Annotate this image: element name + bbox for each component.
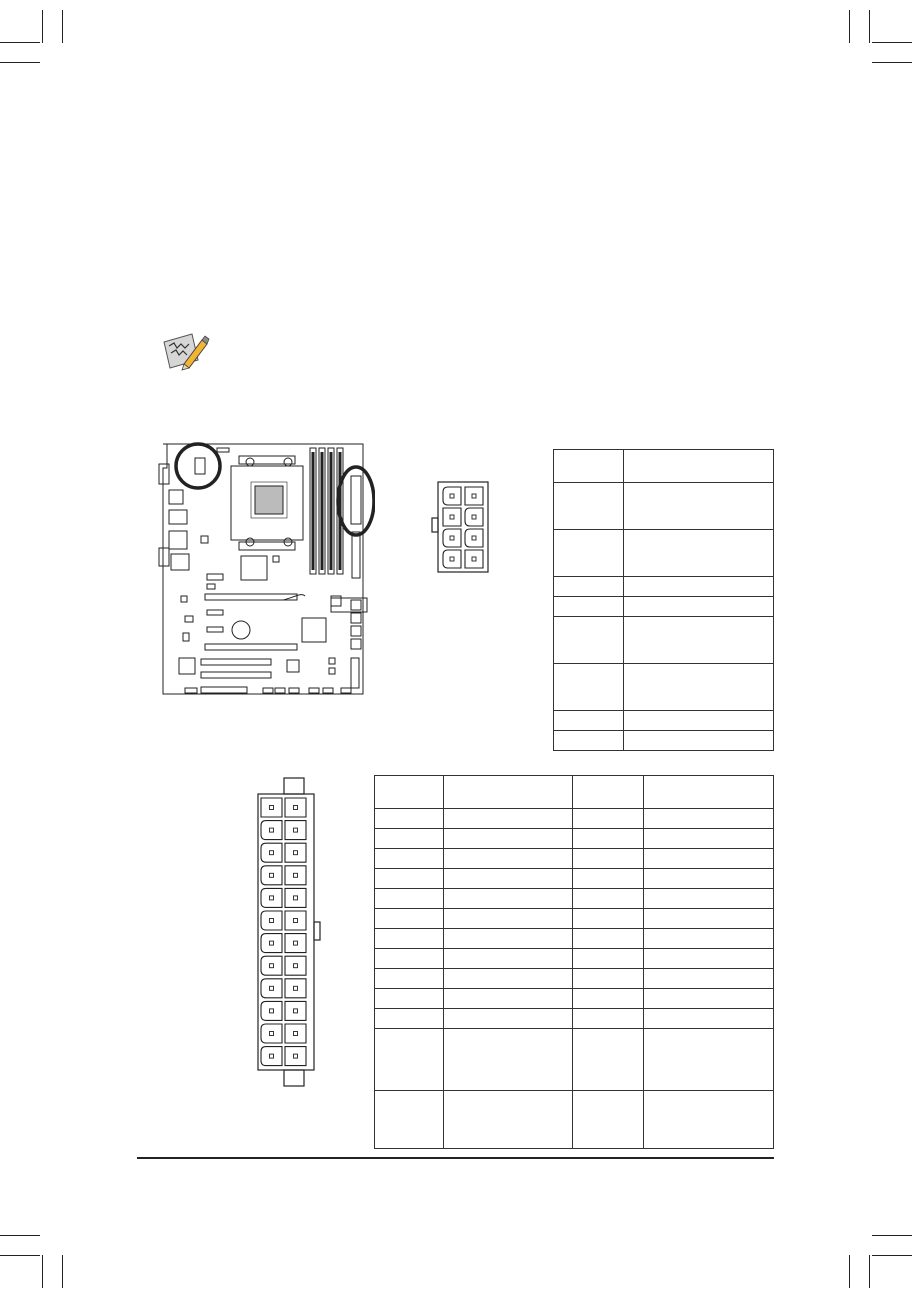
table-cell — [375, 809, 444, 829]
connector-pin — [285, 821, 306, 840]
table-cell — [624, 731, 774, 751]
connector-pin — [465, 529, 483, 547]
table-cell — [624, 617, 774, 664]
table-cell — [554, 664, 624, 711]
table-cell — [444, 929, 573, 949]
pin-contact — [270, 919, 274, 923]
pin-contact — [472, 536, 476, 540]
pin-contact — [294, 919, 298, 923]
pin-contact — [270, 851, 274, 855]
connector-pin — [261, 1001, 282, 1020]
connector-pin — [261, 911, 282, 930]
table-cell — [643, 889, 773, 909]
table-cell — [375, 929, 444, 949]
table-cell — [375, 949, 444, 969]
table-cell — [554, 530, 624, 577]
table-cell — [573, 929, 643, 949]
pin-contact — [270, 1009, 274, 1013]
table-cell — [375, 1009, 444, 1029]
connector-pin — [285, 979, 306, 998]
pin-contact — [270, 1054, 274, 1058]
table-cell — [643, 909, 773, 929]
table-cell — [444, 869, 573, 889]
pencil-note-icon — [160, 330, 210, 372]
pin-contact — [294, 941, 298, 945]
pin-contact — [294, 851, 298, 855]
connector-pin — [443, 487, 461, 505]
connector-pin — [261, 934, 282, 953]
table-cell — [444, 1009, 573, 1029]
table-cell — [444, 1091, 573, 1149]
atx-12v-connector-diagram — [430, 478, 492, 576]
pin-contact — [270, 828, 274, 832]
table-cell — [554, 483, 624, 530]
connector-pin — [443, 508, 461, 526]
connector-pin — [465, 508, 483, 526]
table-cell — [573, 869, 643, 889]
pin-contact — [294, 828, 298, 832]
connector-pin — [285, 1024, 306, 1043]
pin-contact — [270, 941, 274, 945]
connector-pin — [261, 1024, 282, 1043]
table-cell — [643, 1009, 773, 1029]
pin-contact — [270, 896, 274, 900]
table-cell — [643, 776, 773, 809]
atx-12v-pin-table — [553, 449, 774, 751]
pin-contact — [472, 494, 476, 498]
table-cell — [554, 577, 624, 597]
table-cell — [624, 664, 774, 711]
pin-contact — [450, 494, 454, 498]
footer-rule — [137, 1157, 774, 1159]
connector-pin — [285, 843, 306, 862]
connector-pin — [261, 888, 282, 907]
table-cell — [573, 909, 643, 929]
table-cell — [444, 849, 573, 869]
table-cell — [444, 909, 573, 929]
table-cell — [624, 450, 774, 483]
connector-pin — [261, 979, 282, 998]
pin-contact — [294, 896, 298, 900]
table-cell — [375, 969, 444, 989]
connector-pin — [285, 866, 306, 885]
connector-pin — [261, 798, 282, 817]
table-cell — [444, 969, 573, 989]
table-cell — [573, 949, 643, 969]
table-cell — [444, 989, 573, 1009]
table-cell — [573, 776, 643, 809]
table-cell — [444, 889, 573, 909]
pin-contact — [472, 557, 476, 561]
connector-pin — [465, 487, 483, 505]
table-cell — [643, 989, 773, 1009]
table-cell — [624, 530, 774, 577]
table-cell — [643, 1029, 773, 1091]
connector-pin — [285, 1001, 306, 1020]
connector-pin — [261, 821, 282, 840]
table-cell — [573, 829, 643, 849]
pin-contact — [294, 1032, 298, 1036]
connector-pin — [285, 798, 306, 817]
table-cell — [643, 949, 773, 969]
connector-pin — [285, 934, 306, 953]
connector-pin — [285, 911, 306, 930]
pin-contact — [294, 873, 298, 877]
table-cell — [444, 949, 573, 969]
atx-connector-diagram — [250, 776, 324, 1088]
pin-contact — [270, 1032, 274, 1036]
pin-contact — [472, 515, 476, 519]
table-cell — [375, 829, 444, 849]
table-cell — [643, 929, 773, 949]
connector-pin — [465, 550, 483, 568]
connector-pin — [285, 1047, 306, 1066]
pin-contact — [294, 1054, 298, 1058]
connector-pin — [261, 956, 282, 975]
table-cell — [444, 776, 573, 809]
pin-contact — [450, 557, 454, 561]
table-cell — [375, 869, 444, 889]
table-cell — [573, 1029, 643, 1091]
table-cell — [573, 989, 643, 1009]
atx-pin-table — [374, 775, 774, 1149]
pin-contact — [270, 964, 274, 968]
table-cell — [554, 617, 624, 664]
table-cell — [375, 989, 444, 1009]
table-cell — [643, 969, 773, 989]
table-cell — [554, 731, 624, 751]
connector-pin — [443, 529, 461, 547]
table-cell — [573, 889, 643, 909]
table-cell — [573, 809, 643, 829]
table-cell — [643, 869, 773, 889]
table-cell — [554, 597, 624, 617]
table-cell — [643, 849, 773, 869]
pin-contact — [270, 806, 274, 810]
connector-pin — [261, 843, 282, 862]
pin-contact — [294, 964, 298, 968]
table-cell — [554, 450, 624, 483]
table-cell — [444, 809, 573, 829]
table-cell — [624, 597, 774, 617]
table-cell — [573, 1091, 643, 1149]
pin-contact — [270, 873, 274, 877]
table-cell — [375, 776, 444, 809]
table-cell — [573, 969, 643, 989]
table-cell — [554, 711, 624, 731]
table-cell — [643, 809, 773, 829]
pin-contact — [294, 1009, 298, 1013]
table-cell — [624, 483, 774, 530]
pin-contact — [450, 515, 454, 519]
table-cell — [375, 909, 444, 929]
table-cell — [375, 1091, 444, 1149]
table-cell — [375, 1029, 444, 1091]
table-cell — [573, 1009, 643, 1029]
table-cell — [444, 1029, 573, 1091]
table-cell — [643, 829, 773, 849]
connector-pin — [261, 866, 282, 885]
table-cell — [444, 829, 573, 849]
pin-contact — [450, 536, 454, 540]
table-cell — [624, 577, 774, 597]
connector-pin — [261, 1047, 282, 1066]
motherboard-layout-diagram — [155, 438, 375, 700]
connector-pin — [285, 888, 306, 907]
table-cell — [624, 711, 774, 731]
pin-contact — [294, 806, 298, 810]
table-cell — [375, 889, 444, 909]
table-cell — [375, 849, 444, 869]
pin-contact — [270, 986, 274, 990]
connector-pin — [285, 956, 306, 975]
table-cell — [573, 849, 643, 869]
connector-pin — [443, 550, 461, 568]
table-cell — [643, 1091, 773, 1149]
pin-contact — [294, 986, 298, 990]
